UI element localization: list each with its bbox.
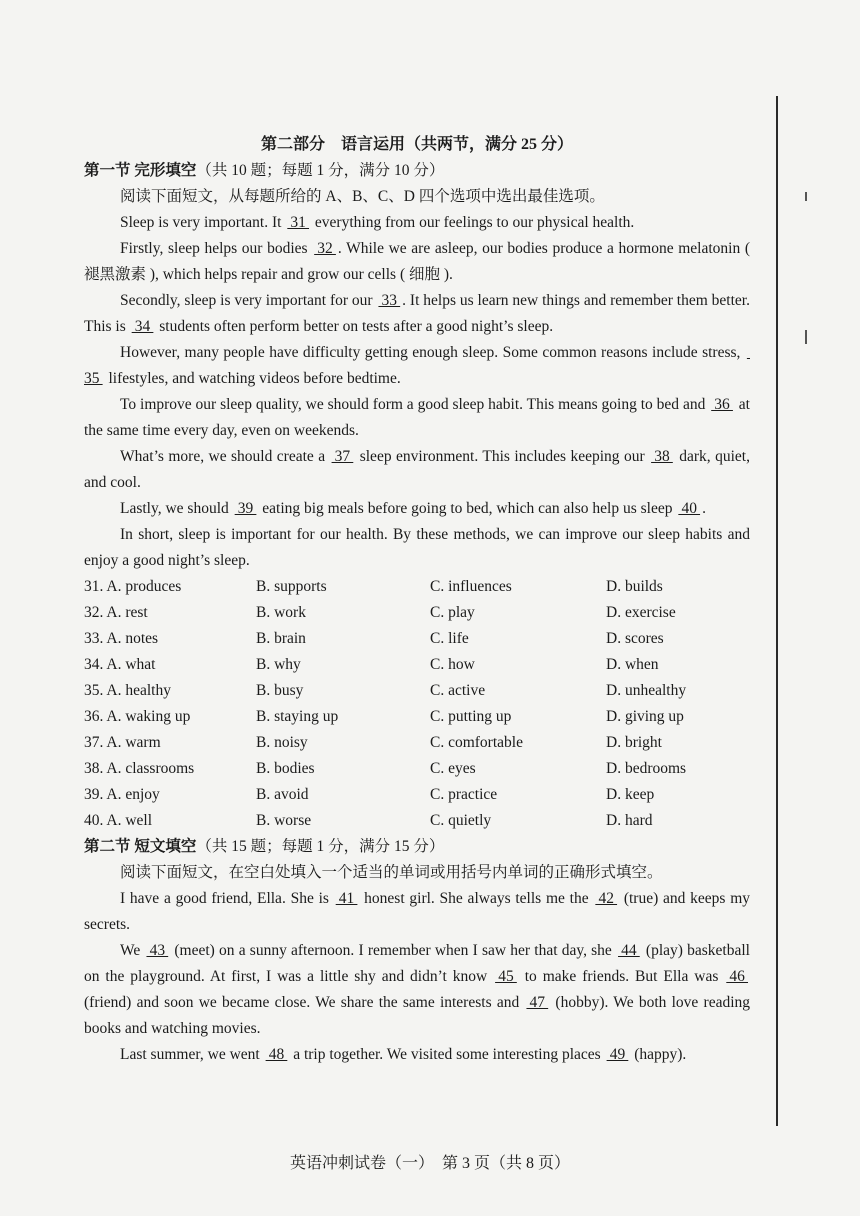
paragraph-text: What’s more, we should create a	[120, 448, 330, 465]
blank-number: 41	[335, 890, 358, 907]
section2-title	[84, 834, 750, 860]
exam-content	[84, 132, 750, 1068]
option-cell: C. quietly	[430, 812, 492, 829]
option-cell: B. why	[256, 656, 301, 673]
option-cell: B. worse	[256, 812, 312, 829]
margin-mark	[805, 330, 807, 344]
option-cell: B. noisy	[256, 734, 308, 751]
section1-title-bold: 第一节 完形填空	[84, 162, 197, 179]
option-cell: 37. A. warm	[84, 734, 161, 751]
paragraph	[84, 1042, 750, 1068]
option-cell: 33. A. notes	[84, 630, 159, 647]
option-cell: 38. A. classrooms	[84, 760, 195, 777]
option-cell: C. practice	[430, 786, 498, 803]
margin-rule	[776, 96, 778, 1126]
option-cell: C. how	[430, 656, 475, 673]
option-cell: B. supports	[256, 578, 327, 595]
paragraph	[84, 392, 750, 444]
part-title: 第二部分 语言运用（共两节，满分 25 分）	[260, 136, 573, 153]
paragraph-text: honest girl. She always tells me the	[359, 890, 594, 907]
section1-title-rest: （共 10 题；每题 1 分，满分 10 分）	[196, 162, 445, 179]
blank-number: 32	[314, 240, 336, 257]
options-table	[84, 574, 750, 834]
paragraph-text: sleep environment. This includes keeping our	[355, 448, 650, 465]
option-cell: B. avoid	[256, 786, 309, 803]
paragraph	[84, 288, 750, 340]
blank-number: 34	[131, 318, 154, 335]
paragraph-text: to make friends. But Ella was	[518, 968, 725, 985]
paragraph-text: a trip together. We visited some interesting places	[289, 1046, 605, 1063]
paragraph-text: students often perform better on tests after a good night’s sleep.	[155, 318, 554, 335]
option-cell: 32. A. rest	[84, 604, 148, 621]
blank-number: 48	[265, 1046, 288, 1063]
paragraph	[84, 236, 750, 288]
option-cell: D. when	[606, 656, 659, 673]
paragraph-text: However, many people have difficulty getting enough sleep. Some common reasons include stress,	[120, 344, 745, 361]
section1-instruction: 阅读下面短文，从每题所给的 A、B、C、D 四个选项中选出最佳选项。	[120, 188, 605, 205]
blank-number: 39	[234, 500, 257, 517]
paragraph	[84, 886, 750, 938]
option-cell: B. work	[256, 604, 306, 621]
section2-title-bold: 第二节 短文填空	[84, 838, 197, 855]
paragraph-text: . While we are asleep, our bodies produce a hormone melatonin ( 褪黑激素 ), which helps repair and grow our cells ( 细胞 ).	[84, 240, 750, 283]
paragraph-text: (true) and keeps my secrets.	[84, 890, 750, 933]
option-cell: 36. A. waking up	[84, 708, 191, 725]
option-cell: B. bodies	[256, 760, 315, 777]
option-cell: C. eyes	[430, 760, 476, 777]
option-cell: C. play	[430, 604, 475, 621]
option-cell: 34. A. what	[84, 656, 156, 673]
option-cell: D. bedrooms	[606, 760, 687, 777]
option-cell: D. exercise	[606, 604, 676, 621]
option-cell: C. active	[430, 682, 486, 699]
blank-number: 47	[526, 994, 549, 1011]
blank-number: 33	[378, 292, 401, 309]
paragraph-text: dark, quiet, and cool.	[84, 448, 750, 491]
section2-title-rest: （共 15 题；每题 1 分，满分 15 分）	[196, 838, 445, 855]
blank-number: 31	[287, 214, 310, 231]
cloze-passage	[84, 210, 750, 574]
blank-number: 49	[606, 1046, 629, 1063]
paragraph	[84, 496, 750, 522]
option-cell: B. staying up	[256, 708, 339, 725]
paragraph-text: (meet) on a sunny afternoon. I remember when I saw her that day, she	[170, 942, 617, 959]
option-cell: D. scores	[606, 630, 664, 647]
blank-number: 35	[84, 344, 750, 387]
option-cell: D. keep	[606, 786, 655, 803]
paragraph	[84, 444, 750, 496]
option-cell: D. builds	[606, 578, 663, 595]
section1-title	[84, 158, 750, 184]
blank-number: 46	[726, 968, 749, 985]
paragraph-text: .	[702, 500, 706, 517]
blank-number: 38	[651, 448, 673, 465]
blank-number: 43	[146, 942, 169, 959]
section2-instruction: 阅读下面短文，在空白处填入一个适当的单词或用括号内单词的正确形式填空。	[120, 864, 663, 881]
margin-mark	[805, 192, 807, 201]
blank-number: 40	[678, 500, 701, 517]
option-cell: C. putting up	[430, 708, 512, 725]
paragraph-text: (play) basketball on the playground. At first, I was a little shy and didn’t know	[84, 942, 750, 985]
blank-number: 45	[495, 968, 517, 985]
paragraph-text: everything from our feelings to our physical health.	[311, 214, 635, 231]
option-cell: D. bright	[606, 734, 662, 751]
option-cell: C. influences	[430, 578, 512, 595]
paragraph-text: Secondly, sleep is very important for our	[120, 292, 377, 309]
paragraph-text: at the same time every day, even on weekends.	[84, 396, 750, 439]
option-cell: D. unhealthy	[606, 682, 687, 699]
option-cell: C. comfortable	[430, 734, 523, 751]
paragraph-text: We	[120, 942, 145, 959]
paragraph-text: Last summer, we went	[120, 1046, 264, 1063]
paragraph-text: Sleep is very important. It	[120, 214, 286, 231]
paragraph	[84, 938, 750, 1042]
paragraph-text: eating big meals before going to bed, which can also help us sleep	[258, 500, 677, 517]
option-cell: C. life	[430, 630, 469, 647]
paragraph-text: . It helps us learn new things and remember them better. This is	[84, 292, 750, 335]
blank-number: 44	[618, 942, 640, 959]
page-footer: 英语冲刺试卷（一） 第 3 页（共 8 页）	[289, 1155, 570, 1172]
blank-number: 42	[595, 890, 618, 907]
paragraph-text: (friend) and soon we became close. We share the same interests and	[84, 994, 525, 1011]
fill-passage	[84, 886, 750, 1068]
option-cell: 40. A. well	[84, 812, 153, 829]
option-cell: D. hard	[606, 812, 653, 829]
paragraph-text: Firstly, sleep helps our bodies	[120, 240, 313, 257]
option-cell: 31. A. produces	[84, 578, 182, 595]
paragraph-text: (happy).	[630, 1046, 687, 1063]
paragraph	[84, 210, 750, 236]
option-cell: D. giving up	[606, 708, 684, 725]
paragraph-text: lifestyles, and watching videos before bedtime.	[104, 370, 401, 387]
option-cell: B. busy	[256, 682, 304, 699]
blank-number: 37	[331, 448, 354, 465]
option-cell: 39. A. enjoy	[84, 786, 160, 803]
paragraph-text: In short, sleep is important for our health. By these methods, we can improve our sleep habits and enjoy a good night’s sleep.	[84, 526, 750, 569]
paragraph	[84, 522, 750, 574]
blank-number: 36	[711, 396, 733, 413]
option-cell: B. brain	[256, 630, 306, 647]
paragraph-text: (hobby). We both love reading books and watching movies.	[84, 994, 751, 1037]
paragraph	[84, 340, 750, 392]
option-cell: 35. A. healthy	[84, 682, 171, 699]
paragraph-text: Lastly, we should	[120, 500, 233, 517]
paragraph-text: To improve our sleep quality, we should form a good sleep habit. This means going to bed and	[120, 396, 710, 413]
paragraph-text: I have a good friend, Ella. She is	[120, 890, 334, 907]
